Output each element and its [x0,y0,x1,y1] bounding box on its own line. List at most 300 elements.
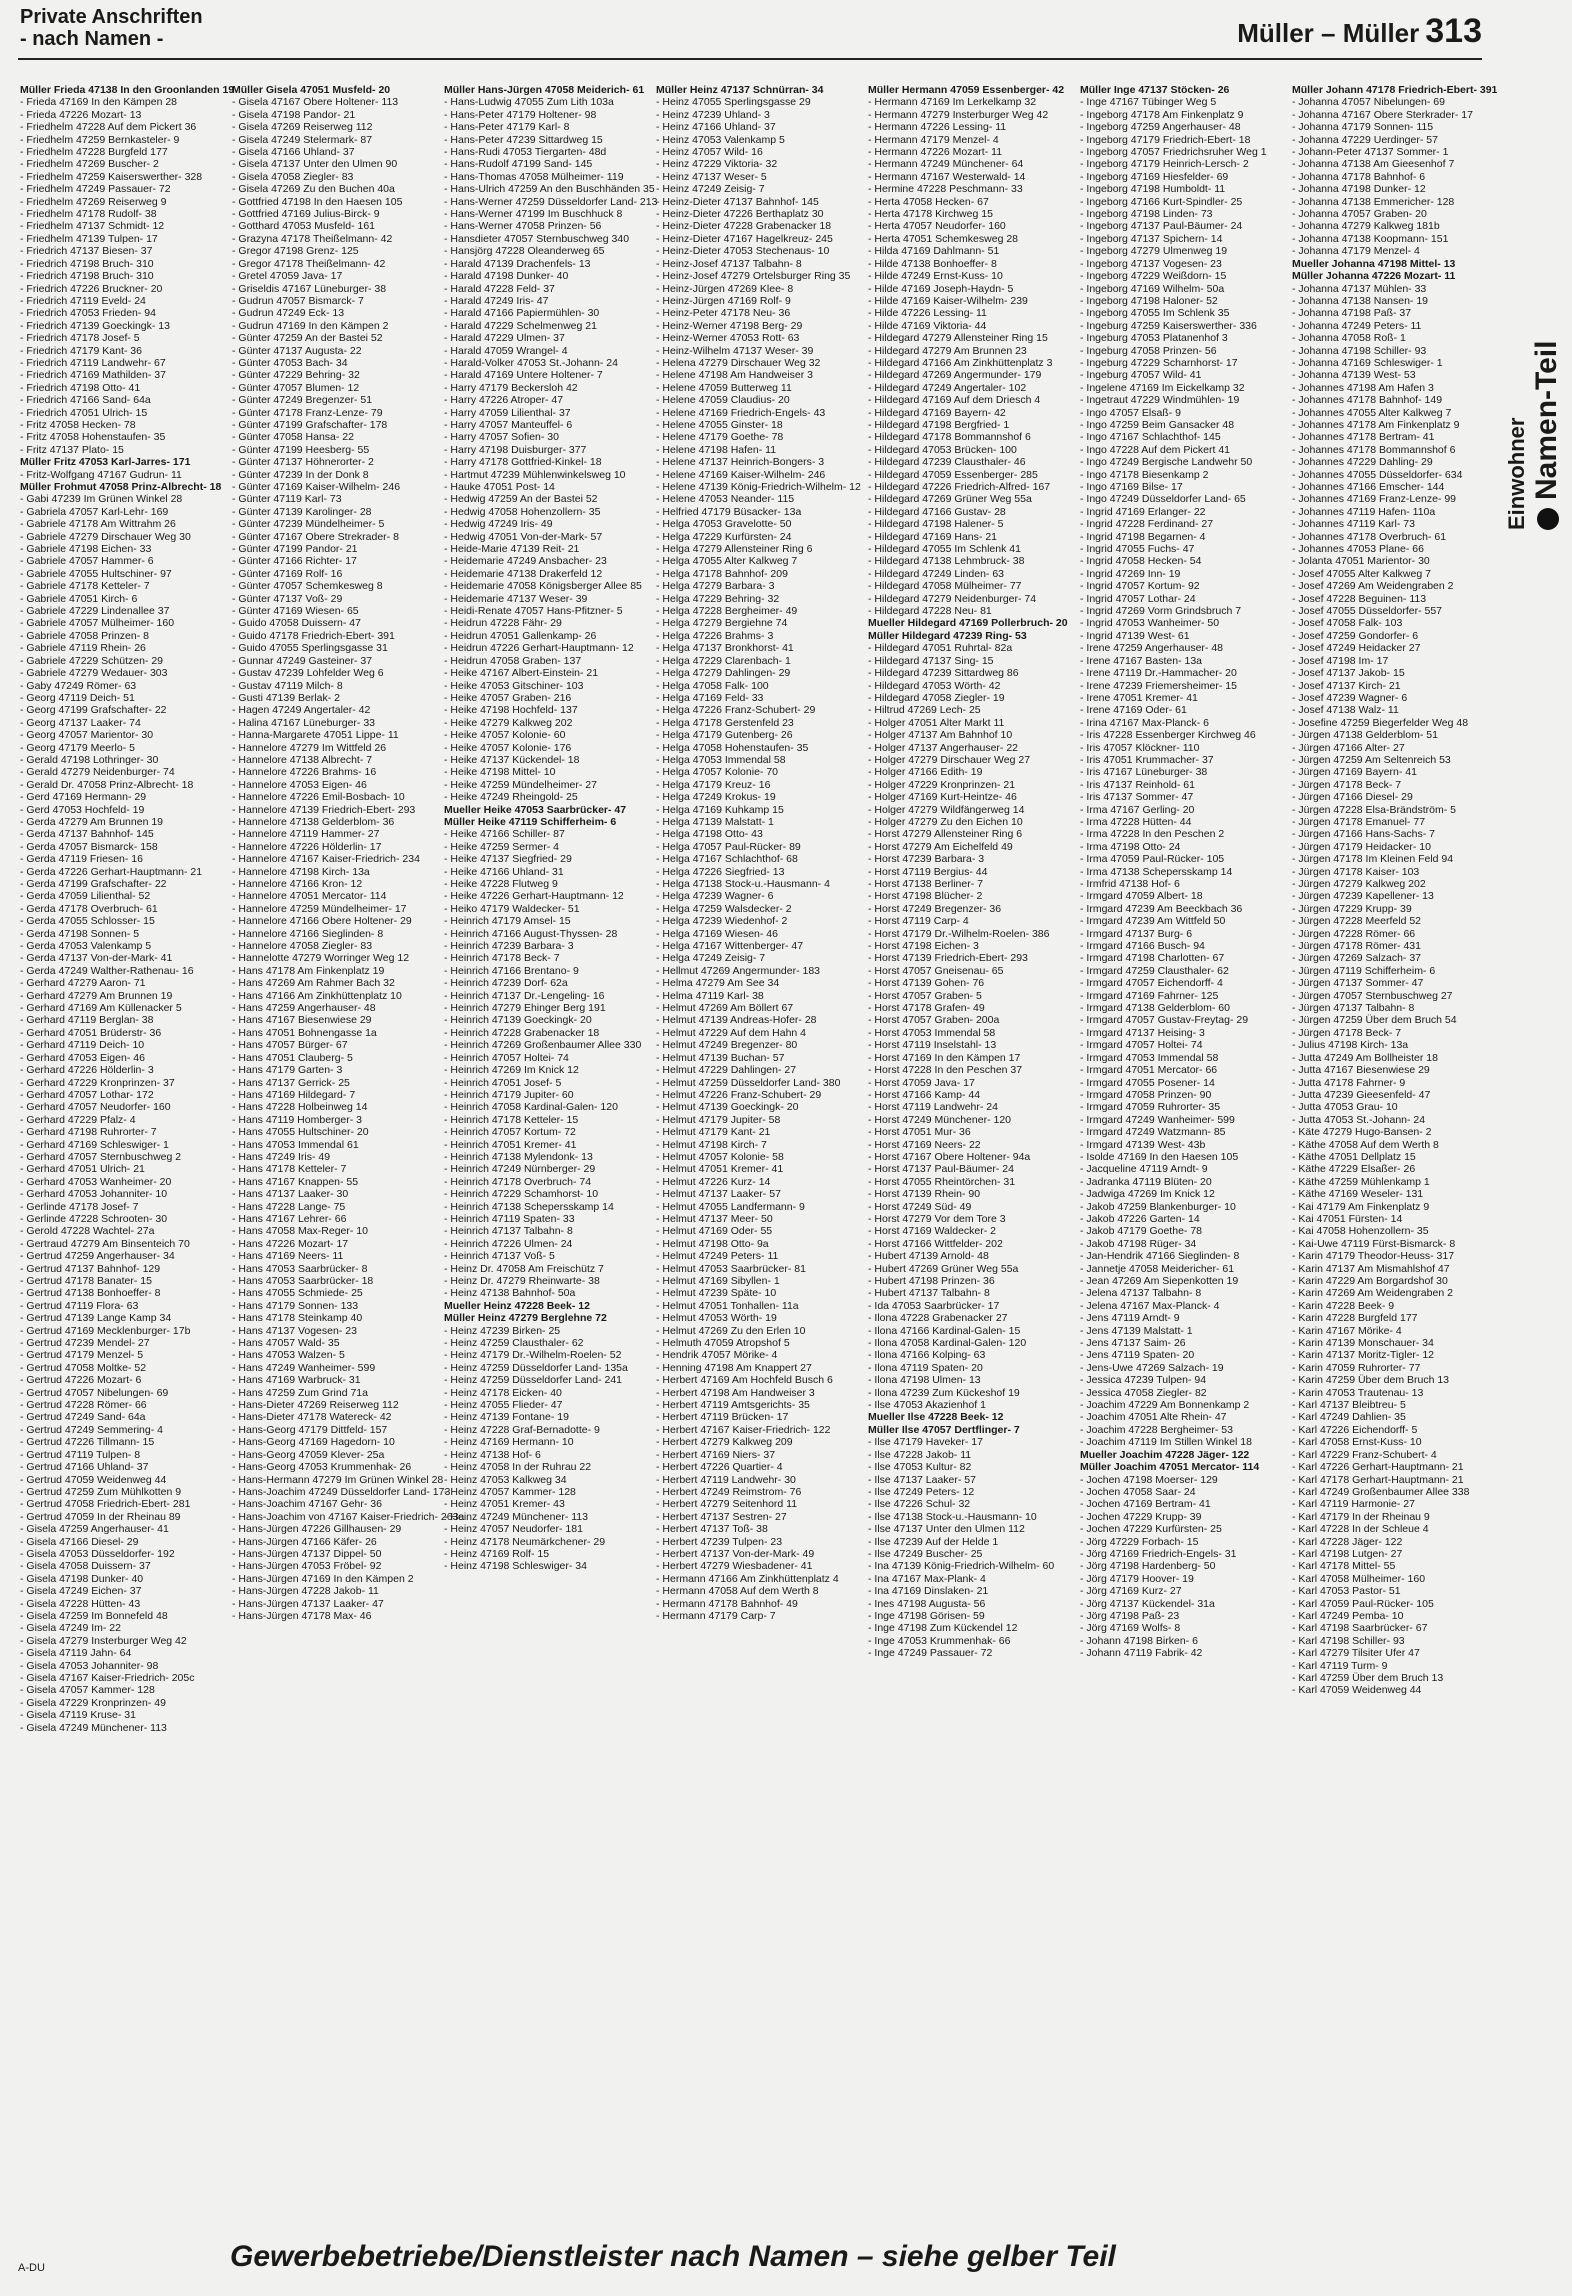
directory-entry: - Gertrud 47166 Uhland- 37 [20,1461,149,1474]
directory-entry: - Jochen 47229 Kurfürsten- 25 [1080,1523,1222,1536]
directory-entry: - Gerhard 47229 Pfalz- 4 [20,1113,136,1126]
directory-entry: - Heinz 47138 Bahnhof- 50a [444,1287,576,1300]
directory-entry: - Hauke 47051 Post- 14 [444,481,555,493]
directory-entry: - Gustav 47119 Milch- 8 [232,679,343,692]
directory-entry: - Jürgen 47178 Im Kleinen Feld 94 [1292,853,1454,866]
directory-entry: - Hans-Dieter 47269 Reiserweg 112 [232,1399,399,1412]
directory-entry: - Johann 47198 Birken- 6 [1080,1634,1198,1647]
directory-entry: - Heinrich 47057 Holtei- 74 [444,1051,569,1064]
directory-entry: - Heinz 47051 Kremer- 43 [444,1498,565,1511]
directory-entry: - Günter 47199 Pandor- 21 [232,543,358,556]
directory-entry: - Günter 47199 Grafschafter- 178 [232,418,388,431]
directory-entry: - Ingeborg 47198 Linden- 73 [1080,208,1213,221]
directory-entry: - Karin 47137 Moritz-Tigler- 12 [1292,1349,1434,1362]
directory-entry: - Gerald 47198 Lothringer- 30 [20,753,159,766]
directory-entry: - Heinrich 47138 Mylendonk- 13 [444,1150,593,1163]
directory-entry: - Hildegard 47239 Sittardweg 86 [868,667,1019,680]
directory-entry: - Ingeburg 47053 Platanenhof 3 [1080,332,1228,345]
directory-entry: - Jürgen 47279 Kalkweg 202 [1292,878,1426,890]
directory-column [444,84,658,2212]
directory-entry: - Gertrud 47057 Nibelungen- 69 [20,1386,169,1399]
directory-entry: - Josef 47239 Wagner- 6 [1292,691,1408,704]
directory-entry: - Gerda 47199 Grafschafter- 22 [20,878,167,890]
directory-entry: - Jessica 47239 Tulpen- 94 [1080,1374,1207,1387]
directory-entry: - Johannes 47178 Bahnhof- 149 [1292,394,1443,407]
directory-entry: Müller Ilse 47057 Dertflinger- 7 [868,1423,1020,1436]
directory-entry: - Hermann 47058 Auf dem Werth 8 [656,1585,819,1598]
directory-entry: - Friedrich 47051 Ulrich- 15 [20,406,148,419]
directory-entry: - Hans 47228 Holbeinweg 14 [232,1101,368,1114]
directory-entry: - Käthe 47169 Weseler- 131 [1292,1188,1424,1201]
directory-entry: - Jakob 47179 Goethe- 78 [1080,1225,1203,1238]
directory-entry: - Heinrich 47226 Ulmen- 24 [444,1237,573,1250]
directory-entry: - Hans-Joachim 47249 Düsseldorfer Land- 173 [232,1485,451,1498]
directory-entry: - Isolde 47169 In den Haesen 105 [1080,1150,1239,1163]
directory-entry: - Frieda 47226 Mozart- 13 [20,108,142,121]
directory-entry: - Jürgen 47169 Bayern- 41 [1292,766,1417,779]
directory-entry: - Johanna 47279 Kalkweg 181b [1292,220,1440,233]
directory-entry: - Ingo 47249 Düsseldorfer Land- 65 [1080,493,1246,506]
directory-entry: - Horst 47166 Wittfelder- 202 [868,1237,1003,1250]
directory-entry: - Hilde 47169 Viktoria- 44 [868,319,987,332]
directory-entry: - Jochen 47229 Krupp- 39 [1080,1510,1202,1523]
directory-entry: - Heinz Dr. 47279 Rheinwarte- 38 [444,1275,600,1287]
directory-entry: - Harry 47057 Sofien- 30 [444,431,559,444]
directory-entry: Müller Frohmut 47058 Prinz-Albrecht- 18 [20,481,222,493]
directory-entry: - Helene 47198 Hafen- 11 [656,443,777,456]
directory-entry: - Josef 47058 Falk- 103 [1292,617,1403,630]
directory-entry: - Jürgen 47239 Kapellener- 13 [1292,890,1434,903]
directory-entry: - Helga 47279 Allensteiner Ring 6 [656,543,813,556]
directory-entry: - Helga 47229 Clarenbach- 1 [656,654,791,667]
directory-entry: - Hilda 47169 Dahlmann- 51 [868,245,1000,258]
directory-entry: - Heinz-Jürgen 47269 Klee- 8 [656,282,794,295]
directory-entry: - Hans 47249 Wanheimer- 599 [232,1361,376,1374]
directory-entry: - Heike 47279 Kalkweg 202 [444,716,573,729]
directory-entry: - Heinz 47228 Graf-Bernadotte- 9 [444,1423,600,1436]
directory-entry: - Horst 47053 Immendal 58 [868,1026,996,1039]
directory-entry: - Hans 47055 Hultschiner- 20 [232,1126,369,1139]
directory-entry: - Ingrid 47169 Erlanger- 22 [1080,505,1206,518]
directory-entry: - Ingeborg 47169 Wilhelm- 50a [1080,282,1225,295]
directory-entry: - Heinz-Werner 47053 Rott- 63 [656,332,800,345]
directory-entry: - Ingo 47259 Beim Gansacker 48 [1080,418,1235,431]
directory-entry: - Horst 47057 Graben- 200a [868,1014,1000,1027]
directory-entry: - Hermann 47249 Münchener- 64 [868,158,1024,171]
directory-entry: - Hans 47119 Homberger- 3 [232,1113,362,1126]
directory-entry: - Heike 47167 Albert-Einstein- 21 [444,667,599,680]
directory-entry: - Johanna 47229 Uerdinger- 57 [1292,133,1438,146]
directory-entry: - Helga 47259 Walsdecker- 2 [656,902,792,915]
directory-entry: - Gudrun 47169 In den Kämpen 2 [232,319,389,332]
directory-entry: - Ingeborg 47169 Hiesfelder- 69 [1080,170,1229,183]
directory-entry: - Irmgard 47057 Holtei- 74 [1080,1039,1203,1052]
directory-entry: - Gisela 47198 Dunker- 40 [20,1572,144,1585]
directory-entry: - Gisela 47058 Ziegler- 83 [232,170,354,183]
directory-entry: - Johannes 47055 Alter Kalkweg 7 [1292,406,1452,419]
directory-entry: - Heinrich 47057 Kortum- 72 [444,1126,576,1139]
directory-entry: - Iris 47057 Klöckner- 110 [1080,741,1200,754]
directory-entry: - Gerhard 47198 Ruhrorter- 7 [20,1126,157,1139]
directory-entry: - Helene 47139 König-Friedrich-Wilhelm- 12 [656,481,861,493]
directory-entry: - Horst 47059 Java- 17 [868,1076,975,1089]
directory-entry: - Ingrid 47269 Inn- 19 [1080,567,1181,580]
directory-entry: - Ingo 47228 Auf dem Pickert 41 [1080,443,1231,456]
directory-entry: - Karl 47229 Franz-Schubert- 4 [1292,1448,1437,1461]
directory-entry: - Heinz 47229 Viktoria- 32 [656,158,778,171]
directory-entry: - Heike 47166 Schiller- 87 [444,828,565,841]
directory-entry: - Hildegard 47249 Angertaler- 102 [868,381,1027,394]
directory-entry: - Günter 47239 Mündelheimer- 5 [232,518,385,531]
directory-entry: - Johannes 47178 Overbruch- 61 [1292,530,1447,543]
directory-entry: - Heinz-Werner 47198 Berg- 29 [656,319,803,332]
directory-entry: - Fritz 47058 Hohenstaufen- 35 [20,431,166,444]
directory-entry: - Georg 47199 Grafschafter- 22 [20,704,167,717]
directory-entry: - Jürgen 47229 Krupp- 39 [1292,902,1412,915]
directory-entry: - Gerald Dr. 47058 Prinz-Albrecht- 18 [20,778,194,791]
directory-entry: - Heike 47259 Mündelheimer- 27 [444,778,597,791]
directory-entry: - Georg 47119 Deich- 51 [20,691,135,704]
directory-entry: Müller Heike 47119 Schifferheim- 6 [444,815,617,828]
directory-entry: - Heinz 47249 Zeisig- 7 [656,183,765,196]
directory-entry: - Gerhard 47051 Ulrich- 21 [20,1163,145,1176]
directory-entry: - Friedrich 47178 Josef- 5 [20,332,140,345]
directory-entry: - Hans 47053 Saarbrücker- 18 [232,1275,374,1287]
directory-entry: - Heike 47057 Graben- 216 [444,691,572,704]
directory-entry: - Helene 47055 Ginster- 18 [656,418,783,431]
directory-entry: - Hendrik 47057 Mörike- 4 [656,1349,778,1362]
directory-entry: - Gabriele 47057 Hammer- 6 [20,555,154,568]
directory-entry: - Ingeborg 47137 Vogesen- 23 [1080,257,1222,270]
directory-entry: - Karin 47228 Burgfeld 177 [1292,1312,1418,1325]
directory-entry: - Heike 47137 Siegfried- 29 [444,853,572,866]
directory-entry: - Friedhelm 47269 Reiserweg 9 [20,195,167,208]
directory-entry: - Horst 47139 Gohen- 76 [868,977,985,990]
directory-entry: - Heinrich 47228 Grabenacker 18 [444,1026,600,1039]
directory-entry: - Heinz 47053 Valenkamp 5 [656,133,785,146]
directory-entry: - Heike 47166 Uhland- 31 [444,865,564,878]
directory-entry: - Gottfried 47198 In den Haesen 105 [232,195,403,208]
directory-entry: - Jörg 47229 Forbach- 15 [1080,1535,1199,1548]
directory-entry: - Helga 47249 Krokus- 19 [656,791,776,804]
directory-entry: - Ingeborg 47279 Ulmenweg 19 [1080,245,1228,258]
directory-entry: - Heinrich 47138 Schepersskamp 14 [444,1200,614,1213]
directory-entry: Mueller Johanna 47198 Mittel- 13 [1292,257,1456,270]
directory-entry: - Irmgard 47259 Clausthaler- 62 [1080,964,1229,977]
directory-entry: - Harry 47226 Atroper- 47 [444,394,564,407]
directory-entry: - Hans 47259 Angerhauser- 48 [232,1002,376,1015]
directory-entry: - Jörg 47137 Kückendel- 31a [1080,1597,1215,1610]
directory-entry: - Gerhard 47279 Aaron- 71 [20,977,146,990]
directory-entry: - Heinz 47259 Düsseldorfer Land- 135a [444,1361,628,1374]
directory-entry: - Hans 47053 Immendal 61 [232,1138,359,1151]
directory-entry: - Gustav 47239 Lohfelder Weg 6 [232,667,384,680]
directory-entry: - Jürgen 47138 Gelderblom- 51 [1292,729,1438,742]
directory-entry: - Helmut 47226 Kurz- 14 [656,1175,771,1188]
directory-entry: - Friedrich 47169 Mathilden- 37 [20,369,166,382]
directory-entry: - Heinrich 47051 Kremer- 41 [444,1138,577,1151]
directory-entry: - Helga 47053 Gravelotte- 50 [656,518,792,531]
directory-entry: - Friedhelm 47249 Passauer- 72 [20,183,171,196]
directory-entry: - Ingetraut 47229 Windmühlen- 19 [1080,394,1240,407]
directory-entry: - Gabriele 47229 Lindenallee 37 [20,605,170,618]
directory-column [1080,84,1285,2212]
directory-entry: - Hans-Jürgen 47137 Laaker- 47 [232,1597,384,1610]
directory-entry: - Irmgard 47055 Posener- 14 [1080,1076,1215,1089]
directory-entry: - Karl 47053 Pastor- 51 [1292,1585,1401,1598]
directory-entry: - Ingo 47249 Bergische Landwehr 50 [1080,456,1253,469]
directory-entry: - Ilse 47249 Buscher- 25 [868,1547,983,1560]
directory-entry: - Hildegard 47058 Mülheimer- 77 [868,580,1022,593]
directory-entry: - Günter 47199 Heesberg- 55 [232,443,370,456]
directory-entry: - Hans 47169 Hildegard- 7 [232,1088,356,1101]
directory-entry: - Günter 47178 Franz-Lenze- 79 [232,406,383,419]
directory-entry: - Irma 47228 Hütten- 44 [1080,815,1192,828]
directory-entry: - Irmgard 47053 Immendal 58 [1080,1051,1219,1064]
directory-entry: - Karin 47179 Theodor-Heuss- 317 [1292,1250,1455,1263]
directory-entry: - Gisela 47259 Im Bonnefeld 48 [20,1609,168,1622]
directory-entry: - Irmgard 47239 Am Wittfeld 50 [1080,915,1226,928]
directory-entry: - Fritz-Wolfgang 47167 Gudrun- 11 [20,468,182,481]
directory-entry: - Herbert 47137 Toß- 38 [656,1523,768,1536]
directory-entry: - Karin 47228 Beek- 9 [1292,1299,1395,1312]
directory-entry: - Hedwig 47249 Iris- 49 [444,518,553,531]
directory-entry: - Horst 47166 Kamp- 44 [868,1088,981,1101]
directory-entry: - Gisela 47259 Angerhauser- 41 [20,1523,169,1536]
directory-entry: - Gabriele 47279 Wedauer- 303 [20,667,168,680]
directory-entry: - Jochen 47169 Bertram- 41 [1080,1498,1211,1511]
directory-entry: - Helmut 47269 Am Böllert 67 [656,1002,794,1015]
directory-entry: - Heinrich 47269 Im Knick 12 [444,1064,579,1077]
directory-entry: - Heidrun 47228 Fähr- 29 [444,617,562,630]
directory-entry: - Irene 47259 Angerhauser- 48 [1080,642,1224,655]
directory-entry: - Hans 47179 Sonnen- 133 [232,1299,359,1312]
directory-column [1292,84,1497,2212]
directory-entry: - Gisela 47058 Duissern- 37 [20,1560,151,1573]
directory-entry: - Johanna 47137 Mühlen- 33 [1292,282,1427,295]
directory-entry: - Gertrud 47178 Banater- 15 [20,1275,152,1287]
directory-entry: - Gisela 47119 Kruse- 31 [20,1709,136,1722]
directory-entry: - Georg 47057 Marientor- 30 [20,729,154,742]
directory-entry: - Heike 47198 Hochfeld- 137 [444,704,578,717]
directory-entry: - Helmut 47198 Kirch- 7 [656,1138,767,1151]
directory-entry: - Hilde 47138 Bonhoeffer- 8 [868,257,997,270]
directory-entry: - Helene 47137 Heinrich-Bongers- 3 [656,456,825,469]
directory-entry: - Hildegard 47166 Am Zinkhüttenplatz 3 [868,356,1053,369]
directory-entry: - Friedrich 47226 Bruckner- 20 [20,282,163,295]
directory-entry: - Hilde 47226 Lessing- 11 [868,307,987,320]
directory-entry: - Gerhard 47169 Schleswiger- 1 [20,1138,169,1151]
directory-entry: - Jakob 47198 Rüger- 34 [1080,1237,1197,1250]
directory-entry: - Hans-Ulrich 47259 An den Buschhänden 35 [444,183,655,196]
directory-entry: - Heinz 47178 Eicken- 40 [444,1386,562,1399]
directory-entry: - Herbert 47137 Von-der-Mark- 49 [656,1547,815,1560]
directory-entry: - Horst 47167 Obere Holtener- 94a [868,1150,1031,1163]
directory-entry: - Gabriele 47119 Rhein- 26 [20,642,146,655]
directory-entry: - Ina 47169 Dinslaken- 21 [868,1585,989,1598]
directory-entry: - Karin 47059 Ruhrorter- 77 [1292,1361,1421,1374]
directory-entry: - Johanna 47169 Schleswiger- 1 [1292,356,1443,369]
directory-entry: - Gisela 47249 Im- 22 [20,1622,121,1635]
directory-entry: - Ingeburg 47058 Prinzen- 56 [1080,344,1217,357]
directory-entry: - Josef 47249 Heidacker 27 [1292,642,1421,655]
directory-entry: - Heike 47226 Gerhart-Hauptmann- 12 [444,890,624,903]
page-code: A-DU [18,2262,45,2274]
directory-entry: - Irene 47051 Kremer- 41 [1080,691,1198,704]
directory-entry: - Karl 47058 Mülheimer- 160 [1292,1572,1426,1585]
directory-entry: - Hiltrud 47269 Lech- 25 [868,704,981,717]
directory-entry: - Ilse 47053 Kultur- 82 [868,1461,972,1474]
directory-entry: - Gisela 47269 Zu den Buchen 40a [232,183,395,196]
directory-entry: - Gerald 47279 Neidenburger- 74 [20,766,175,779]
directory-entry: - Holger 47137 Angerhauser- 22 [868,741,1019,754]
directory-entry: - Helga 47055 Alter Kalkweg 7 [656,555,798,568]
directory-entry: - Heinz 47057 Neudorfer- 181 [444,1523,583,1536]
directory-entry: - Karin 47269 Am Weidengraben 2 [1292,1287,1453,1300]
directory-entry: - Josefine 47259 Biegerfelder Weg 48 [1292,716,1469,729]
directory-entry: - Ingrid 47139 West- 61 [1080,629,1190,642]
directory-entry: - Herbert 47167 Kaiser-Friedrich- 122 [656,1423,831,1436]
directory-entry: - Gaby 47249 Römer- 63 [20,679,137,692]
directory-entry: - Günter 47057 Blumen- 12 [232,381,360,394]
directory-entry: - Heinz-Dieter 47228 Grabenacker 18 [656,220,832,233]
directory-entry: - Karin 47167 Mörike- 4 [1292,1324,1402,1337]
directory-entry: - Helga 47057 Kolonie- 70 [656,766,779,779]
directory-entry: - Karl 47178 Gerhart-Hauptmann- 21 [1292,1473,1464,1486]
directory-entry: - Heinz-Wilhelm 47137 Weser- 39 [656,344,814,357]
directory-entry: - Josef 47259 Gondorfer- 6 [1292,629,1419,642]
directory-entry: - Hermann 47166 Am Zinkhüttenplatz 4 [656,1572,839,1585]
directory-entry: - Herta 47057 Neudorfer- 160 [868,220,1006,233]
directory-entry: - Jessica 47058 Ziegler- 82 [1080,1386,1207,1399]
directory-entry: - Jelena 47137 Talbahn- 8 [1080,1287,1202,1300]
directory-entry: - Hildegard 47138 Lehmbruck- 38 [868,555,1025,568]
directory-entry: - Helma 47279 Am See 34 [656,977,780,990]
directory-entry: - Johannes 47055 Düsseldorfer- 634 [1292,468,1463,481]
directory-entry: - Helmut 47053 Saarbrücker- 81 [656,1262,806,1275]
directory-entry: - Heinz 47179 Dr.-Wilhelm-Roelen- 52 [444,1349,622,1362]
directory-entry: - Gerhard 47053 Wanheimer- 20 [20,1175,172,1188]
directory-entry: - Hildegard 47137 Sing- 15 [868,654,994,667]
directory-entry: - Gerhard 47119 Deich- 10 [20,1039,145,1052]
directory-entry: - Hartmut 47239 Mühlenwinkelsweg 10 [444,468,626,481]
directory-entry: - Heike 47057 Kolonie- 60 [444,729,566,742]
directory-entry: - Heike 47053 Gitschiner- 103 [444,679,584,692]
directory-entry: - Helga 47229 Kurfürsten- 24 [656,530,792,543]
directory-entry: - Heinrich 47229 Schamhorst- 10 [444,1188,599,1201]
directory-entry: - Jürgen 47178 Römer- 431 [1292,940,1421,953]
directory-entry: - Hildegard 47053 Wörth- 42 [868,679,1001,692]
directory-entry: - Hannelore 47166 Obere Holtener- 29 [232,915,412,928]
directory-entry: - Fritz 47058 Hecken- 78 [20,418,136,431]
directory-entry: - Gertrud 47249 Sand- 64a [20,1411,146,1424]
directory-entry: - Horst 47198 Eichen- 3 [868,940,979,953]
directory-entry: - Helmut 47179 Kant- 21 [656,1126,771,1139]
directory-entry: - Harald 47229 Ulmen- 37 [444,332,565,345]
directory-entry: - Karl 47249 Pemba- 10 [1292,1609,1404,1622]
directory-entry: - Jürgen 47166 Alter- 27 [1292,741,1405,754]
directory-entry: - Iris 47167 Lüneburger- 38 [1080,766,1208,779]
directory-entry: - Irmgard 47059 Albert- 18 [1080,890,1203,903]
directory-entry: - Horst 47198 Blücher- 2 [868,890,983,903]
directory-entry: - Heinz-Dieter 47226 Berthaplatz 30 [656,208,824,221]
directory-entry: - Gisela 47053 Düsseldorfer- 192 [20,1547,175,1560]
directory-entry: - Hedwig 47058 Hohenzollern- 35 [444,505,601,518]
directory-entry: - Hedwig 47051 Von-der-Mark- 57 [444,530,603,543]
directory-entry: - Harald 47229 Schelmenweg 21 [444,319,597,332]
directory-entry: - Gertrud 47179 Menzel- 5 [20,1349,144,1362]
directory-entry: - Hannelore 47051 Mercator- 114 [232,890,387,903]
directory-entry: - Irene 47239 Friemersheimer- 15 [1080,679,1237,692]
directory-entry: Mueller Heinz 47228 Beek- 12 [444,1299,590,1312]
directory-entry: - Friedhelm 47228 Auf dem Pickert 36 [20,121,197,134]
directory-entry: - Heinz 47239 Birken- 25 [444,1324,561,1337]
directory-entry: - Helga 47226 Franz-Schubert- 29 [656,704,816,717]
directory-entry: - Heidemarie 47138 Drakerfeld 12 [444,567,603,580]
directory-entry: - Irene 47167 Basten- 13a [1080,654,1203,667]
directory-entry: - Horst 47179 Dr.-Wilhelm-Roelen- 386 [868,927,1050,940]
directory-entry: - Herbert 47279 Kalkweg 209 [656,1436,793,1449]
directory-entry: - Frieda 47169 In den Kämpen 28 [20,96,178,109]
directory-entry: - Helga 47169 Feld- 33 [656,691,764,704]
directory-entry: - Gertrud 47259 Zum Mühlkotten 9 [20,1485,182,1498]
directory-entry: - Helga 47229 Behring- 32 [656,592,780,605]
directory-entry: - Gottfried 47169 Julius-Birck- 9 [232,208,380,221]
directory-entry: - Helga 47198 Otto- 43 [656,828,763,841]
directory-entry: - Günter 47167 Obere Strekrader- 8 [232,530,399,543]
directory-entry: - Irmgard 47166 Busch- 94 [1080,940,1205,953]
directory-entry: - Helmut 47139 Goeckingk- 20 [656,1101,799,1114]
directory-entry: - Hermann 47179 Menzel- 4 [868,133,999,146]
directory-entry: - Günter 47169 Wiesen- 65 [232,605,359,618]
directory-entry: - Helga 47167 Schlachthof- 68 [656,853,798,866]
directory-entry: - Gabriele 47279 Dirschauer Weg 30 [20,530,191,543]
directory-entry: - Gerhard 47226 Hölderlin- 3 [20,1064,154,1077]
directory-entry: - Ilona 47239 Zum Kückeshof 19 [868,1386,1020,1399]
directory-entry: - Heinz-Dieter 47053 Stechenaus- 10 [656,245,830,258]
directory-entry: - Josef 47198 Im- 17 [1292,654,1389,667]
directory-entry: - Horst 47139 Rhein- 90 [868,1188,981,1201]
directory-entry: - Irmgard 47137 Heising- 3 [1080,1026,1205,1039]
directory-entry: - Herbert 47279 Seitenhord 11 [656,1498,798,1511]
directory-entry: - Heike 47249 Rheingold- 25 [444,791,578,804]
directory-entry: - Jürgen 47228 Elsa-Brändström- 5 [1292,803,1456,816]
directory-entry: - Helga 47167 Wittenberger- 47 [656,940,804,953]
directory-entry: - Gabriela 47057 Karl-Lehr- 169 [20,505,169,518]
directory-entry: - Hermann 47178 Bahnhof- 49 [656,1597,798,1610]
directory-entry: - Hermann 47169 Im Lerkelkamp 32 [868,96,1037,109]
directory-entry: - Henning 47198 Am Knappert 27 [656,1361,812,1374]
directory-entry: - Ingrid 47057 Lothar- 24 [1080,592,1196,605]
directory-entry: - Ingeborg 47198 Haloner- 52 [1080,294,1218,307]
directory-entry: Mueller Heike 47053 Saarbrücker- 47 [444,803,627,816]
directory-entry: - Hannelore 47166 Kron- 12 [232,878,363,890]
directory-entry: - Heike 47198 Mittel- 10 [444,766,556,779]
directory-column [868,84,1073,2212]
directory-entry: - Hildegard 47169 Auf dem Driesch 4 [868,394,1041,407]
directory-entry: - Helmut 47139 Buchan- 57 [656,1051,785,1064]
directory-entry: - Helmut 47051 Tonhallen- 11a [656,1299,799,1312]
directory-entry: - Hans 47051 Bohnengasse 1a [232,1026,377,1039]
directory-entry: - Gerd 47169 Hermann- 29 [20,791,147,804]
directory-entry: - Gerlinde 47228 Schrooten- 30 [20,1212,168,1225]
directory-entry: - Irmgard 47059 Ruhrorter- 35 [1080,1101,1221,1114]
directory-entry: - Ingrid 47057 Kortum- 92 [1080,580,1200,593]
directory-entry: - Karl 47059 Weidenweg 44 [1292,1684,1422,1697]
directory-entry: - Gisela 47229 Kronprinzen- 49 [20,1696,166,1709]
directory-entry: - Gerda 47057 Bismarck- 158 [20,840,158,853]
directory-entry: - Hans 47055 Schmiede- 25 [232,1287,363,1300]
